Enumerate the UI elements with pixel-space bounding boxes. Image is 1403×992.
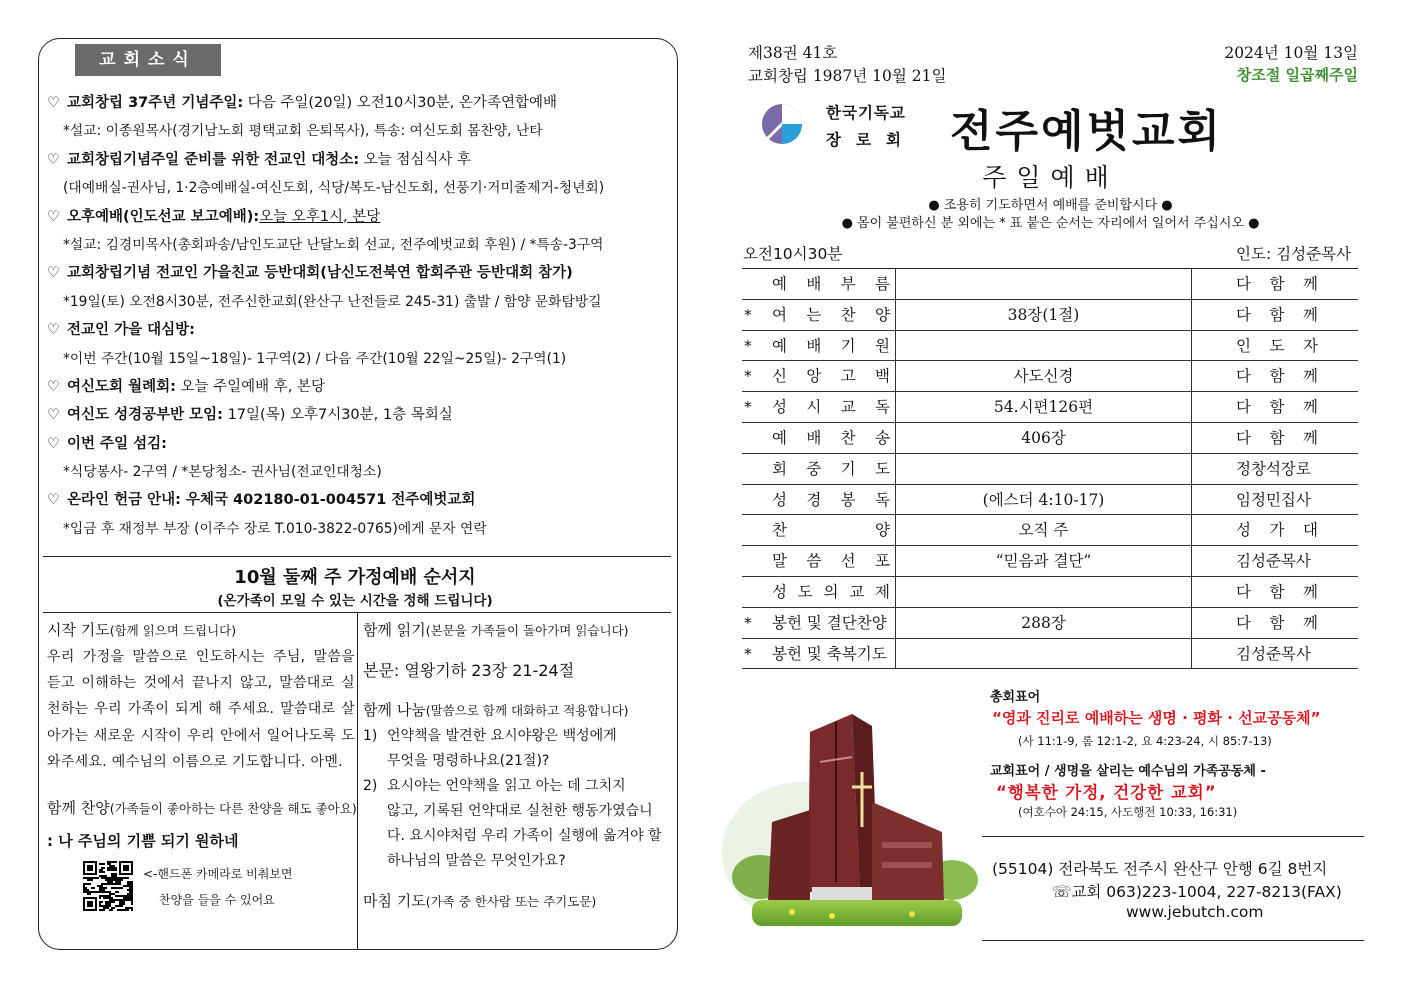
order-row — [742, 361, 1358, 392]
sharing-heading — [363, 697, 669, 724]
opening-prayer-heading — [47, 617, 355, 644]
home-worship-title: 10월 둘째 주 가정예배 순서지 — [234, 567, 476, 588]
order-item-person: 김성준목사 — [1236, 644, 1311, 663]
bulletin-date: 2024년 10월 13일 — [1224, 44, 1358, 62]
order-item-person: 임정민집사 — [1236, 490, 1311, 509]
order-item-person: 다 함 께 — [1236, 613, 1318, 632]
question-text: 요시야는 언약책을 읽고 아는 데 그치지 — [387, 778, 626, 794]
praise-heading — [47, 795, 355, 822]
news-item — [47, 316, 667, 344]
order-row — [742, 269, 1358, 300]
stand-marker: * — [744, 398, 752, 417]
order-item-name: 예 배 찬 송 — [772, 428, 890, 447]
news-item-detail: *설교: 이종원목사(경기남노회 평택교회 은퇴목사), 특송: 여신도회 몸찬양, 난타 — [63, 123, 543, 140]
order-item-content: 406장 — [895, 423, 1192, 453]
song-title: : 나 주님의 기쁨 되기 원하네 — [47, 832, 239, 851]
news-item-title: 오후예배(인도선교 보고예배): — [67, 208, 260, 225]
church-name: 전주예벗교회 — [950, 106, 1224, 157]
order-row — [742, 485, 1358, 516]
news-item-title: 교회창립 37주년 기념주일: — [67, 95, 244, 111]
sharing-note: (말씀으로 함께 대화하고 적용합니다) — [425, 703, 629, 718]
order-item-person: 다 함 께 — [1236, 398, 1318, 417]
home-worship-left-column — [47, 617, 355, 917]
news-item-title: 이번 주일 섬김: — [67, 435, 167, 452]
reading-label: 함께 읽기 — [363, 621, 426, 639]
service-notice-2: ● 몸이 불편하신 분 외에는 * 표 붙은 순서는 자리에서 일어서 주십시오 ● — [841, 216, 1260, 231]
stand-marker: * — [744, 644, 752, 663]
order-item-name: 여 는 찬 양 — [772, 305, 890, 324]
order-of-worship-table — [742, 268, 1358, 669]
order-item-content — [895, 639, 1192, 669]
question-text: 않고, 기록된 언약대로 실천한 행동가였습니다. 요시야처럼 우리 가족이 실행에 옮겨야 할 하나님의 말씀은 무엇인가요? — [387, 803, 662, 869]
order-item-content: “믿음과 결단” — [895, 546, 1192, 576]
news-title: 교회소식 — [75, 44, 221, 76]
order-item-name: 신 앙 고 백 — [772, 367, 890, 386]
news-item-detail: *식당봉사- 2구역 / *본당청소- 권사님(전교인대청소) — [63, 464, 382, 481]
church-phone: ☏교회 063)223-1004, 227-8213(FAX) — [1052, 883, 1342, 901]
stand-marker: * — [744, 613, 752, 632]
order-item-content — [895, 269, 1192, 299]
order-row — [742, 454, 1358, 485]
heart-outline-icon: ♡ — [47, 265, 60, 282]
question-text: 언약책을 발견한 요시야왕은 백성에게 — [387, 728, 617, 744]
question-1 — [363, 724, 669, 774]
order-row — [742, 577, 1358, 608]
denomination-line-2: 장로회 — [826, 130, 916, 149]
church-motto: “행복한 가정, 건강한 교회” — [996, 783, 1217, 802]
order-item-content: 오직 주 — [895, 515, 1192, 545]
news-item — [47, 259, 667, 287]
closing-label: 마침 기도 — [363, 892, 426, 910]
stand-marker: * — [744, 305, 752, 324]
order-item-name: 봉헌 및 결단찬양 — [772, 613, 887, 632]
question-text: 무엇을 명령하나요(21절)? — [387, 753, 550, 769]
news-item-desc: 17일(목) 오후7시30분, 1층 목회실 — [222, 407, 453, 424]
divider — [43, 556, 671, 557]
question-number: 2) — [363, 778, 378, 794]
order-item-content — [895, 577, 1192, 607]
assembly-motto-label: 총회표어 — [990, 690, 1041, 705]
news-item — [47, 373, 667, 401]
column-divider — [357, 612, 358, 950]
news-item-detail: *입금 후 재정부 부장 (이주수 장로 T.010-3822-0765)에게 문자 연락 — [63, 520, 487, 537]
divider — [982, 836, 1364, 837]
order-item-name: 봉헌 및 축복기도 — [772, 644, 887, 663]
church-address: (55104) 전라북도 전주시 완산구 안행 6길 8번지 — [992, 860, 1328, 878]
order-item-name: 성 도 의 교 제 — [772, 582, 890, 601]
order-item-content: 38장(1절) — [895, 300, 1192, 330]
opening-prayer-text: 우리 가정을 말씀으로 인도하시는 주님, 말씀을 듣고 이해하는 것에서 끝나지 않고, 말씀대로 실천하는 우리 가족이 되게 해 주세요. 말씀대로 살아가는 새로운 시작이 우리 안에서 일어나도록 도와주세요. 예수님의 이름으로 기도합니다. 아멘. — [47, 649, 355, 770]
order-row — [742, 300, 1358, 331]
order-item-name: 성 경 봉 독 — [772, 490, 890, 509]
service-notice: ● 조용히 기도하면서 예배를 준비합시다 ● — [928, 198, 1173, 213]
stand-marker: * — [744, 336, 752, 355]
volume-number: 제38권 41호 — [748, 44, 838, 62]
reading-text: 본문: 열왕기하 23장 21-24절 — [363, 661, 575, 680]
service-time: 오전10시30분 — [743, 245, 843, 263]
stand-marker: * — [744, 367, 752, 386]
news-item-title: 여신도회 월례회: — [67, 378, 176, 395]
church-motto-label: 교회표어 / 생명을 살리는 예수님의 가족공동체 - — [990, 764, 1266, 779]
heart-outline-icon: ♡ — [47, 208, 60, 225]
qr-code-icon[interactable] — [83, 861, 133, 911]
order-item-person: 정창석장로 — [1236, 459, 1311, 478]
home-worship-subtitle: (온가족이 모일 수 있는 시간을 정해 드립니다) — [217, 593, 493, 609]
order-row — [742, 392, 1358, 423]
news-item-title: 여신도 성경공부반 모임: — [67, 407, 223, 424]
news-item — [47, 146, 667, 174]
order-item-name: 예 배 기 원 — [772, 336, 890, 355]
qr-instruction: <-핸드폰 카메라로 비춰보면 — [143, 867, 293, 882]
order-item-person: 다 함 께 — [1236, 275, 1318, 293]
order-row — [742, 423, 1358, 454]
news-item-title: 교회창립기념 전교인 가을친교 등반대회(남신도전북연 합회주관 등반대회 참가) — [67, 265, 573, 282]
heart-outline-icon: ♡ — [47, 378, 60, 395]
order-item-person: 다 함 께 — [1236, 582, 1318, 601]
news-item — [47, 486, 667, 514]
question-number: 1) — [363, 728, 378, 744]
order-item-person: 김성준목사 — [1236, 552, 1311, 571]
opening-prayer-label: 시작 기도 — [47, 621, 110, 639]
order-item-name: 찬 양 — [772, 521, 890, 540]
order-item-name: 회 중 기 도 — [772, 459, 890, 478]
opening-prayer-note: (함께 읽으며 드립니다) — [109, 623, 237, 638]
sharing-label: 함께 나눔 — [363, 701, 426, 719]
news-panel — [38, 38, 678, 950]
reading-heading — [363, 617, 669, 644]
order-row — [742, 639, 1358, 670]
order-item-content: 288장 — [895, 608, 1192, 638]
divider — [982, 940, 1364, 941]
news-item-detail: (대예배실-권사님, 1·2층예배실-여신도회, 식당/복도-남신도회, 선풍기·거미줄제거-청년회) — [63, 180, 605, 197]
church-building-illustration — [712, 702, 980, 942]
qr-row — [47, 861, 355, 917]
order-item-content — [895, 331, 1192, 361]
news-item — [47, 401, 667, 429]
order-item-content: 54.시편126편 — [895, 392, 1192, 422]
order-item-content: 사도신경 — [895, 361, 1192, 391]
news-item-detail: *이번 주간(10월 15일~18일)- 1구역(2) / 다음 주간(10월 22일~25일)- 2구역(1) — [63, 350, 567, 367]
heart-outline-icon: ♡ — [47, 492, 60, 509]
closing-heading — [363, 888, 669, 915]
news-item-desc: 오늘 점심식사 후 — [359, 151, 472, 168]
order-row — [742, 546, 1358, 577]
news-item — [47, 89, 667, 117]
reading-note: (본문을 가족들이 돌아가며 읽습니다) — [425, 623, 629, 638]
order-item-content: (에스더 4:10-17) — [895, 485, 1192, 515]
heart-outline-icon: ♡ — [47, 95, 60, 111]
praise-label: 함께 찬양 — [47, 799, 110, 818]
church-logo-icon — [760, 102, 804, 146]
order-item-person: 성 가 대 — [1236, 521, 1318, 540]
service-leader: 인도: 김성준목사 — [1236, 245, 1351, 263]
news-item-desc: 오늘 오후1시, 본당 — [259, 208, 381, 225]
qr-instruction-2: 찬양을 들을 수 있어요 — [159, 893, 275, 908]
order-item-person: 다 함 께 — [1236, 305, 1318, 324]
news-item-desc: 다음 주일(20일) 오전10시30분, 온가족연합예배 — [243, 95, 557, 111]
news-item-detail: *설교: 김경미목사(총회파송/남인도교단 난달노회 선교, 전주예벗교회 후원) / *특송-3구역 — [63, 236, 604, 253]
order-item-person: 인 도 자 — [1236, 336, 1318, 355]
praise-note: (가족들이 좋아하는 다른 찬양을 해도 좋아요) — [109, 801, 357, 817]
founded-date: 교회창립 1987년 10월 21일 — [748, 67, 947, 85]
order-item-person: 다 함 께 — [1236, 428, 1318, 447]
service-title: 주일예배 — [982, 163, 1119, 192]
news-item-desc: 오늘 주일예배 후, 본당 — [175, 378, 326, 395]
church-motto-reference: (여호수아 24:15, 사도행전 10:33, 16:31) — [1018, 805, 1238, 819]
news-item-title: 온라인 헌금 안내: 우체국 402180-01-004571 전주예벗교회 — [67, 492, 476, 509]
closing-note: (가족 중 한사람 또는 주기도문) — [425, 894, 597, 909]
news-item-title: 교회창립기념주일 준비를 위한 전교인 대청소: — [67, 151, 360, 168]
order-row — [742, 515, 1358, 546]
order-item-content — [895, 454, 1192, 484]
liturgical-season: 창조절 일곱째주일 — [1236, 66, 1358, 84]
heart-outline-icon: ♡ — [47, 435, 60, 452]
news-item-detail: *19일(토) 오전8시30분, 전주신한교회(완산구 난전들로 245-31) 출발 / 함양 문화탐방길 — [63, 293, 602, 310]
denomination-line-1: 한국기독교 — [826, 103, 906, 122]
news-item-title: 전교인 가을 대심방: — [67, 322, 195, 339]
order-row — [742, 331, 1358, 362]
assembly-motto-reference: (사 11:1-9, 롬 12:1-2, 요 4:23-24, 시 85:7-13) — [1018, 734, 1272, 748]
order-row — [742, 608, 1358, 639]
heart-outline-icon: ♡ — [47, 322, 60, 339]
order-item-name: 말 씀 선 포 — [772, 552, 890, 571]
church-website-link[interactable]: www.jebutch.com — [1126, 903, 1264, 921]
news-item — [47, 203, 667, 231]
heart-outline-icon: ♡ — [47, 151, 60, 168]
order-item-person: 다 함 께 — [1236, 367, 1318, 386]
news-item — [47, 430, 667, 458]
news-list — [47, 89, 667, 543]
order-item-name: 성 시 교 독 — [772, 398, 890, 417]
question-2 — [363, 774, 669, 874]
heart-outline-icon: ♡ — [47, 407, 60, 424]
assembly-motto: “영과 진리로 예배하는 생명 · 평화 · 선교공동체” — [992, 709, 1321, 727]
home-worship-right-column — [363, 617, 669, 915]
order-item-name: 예 배 부 름 — [772, 275, 890, 293]
